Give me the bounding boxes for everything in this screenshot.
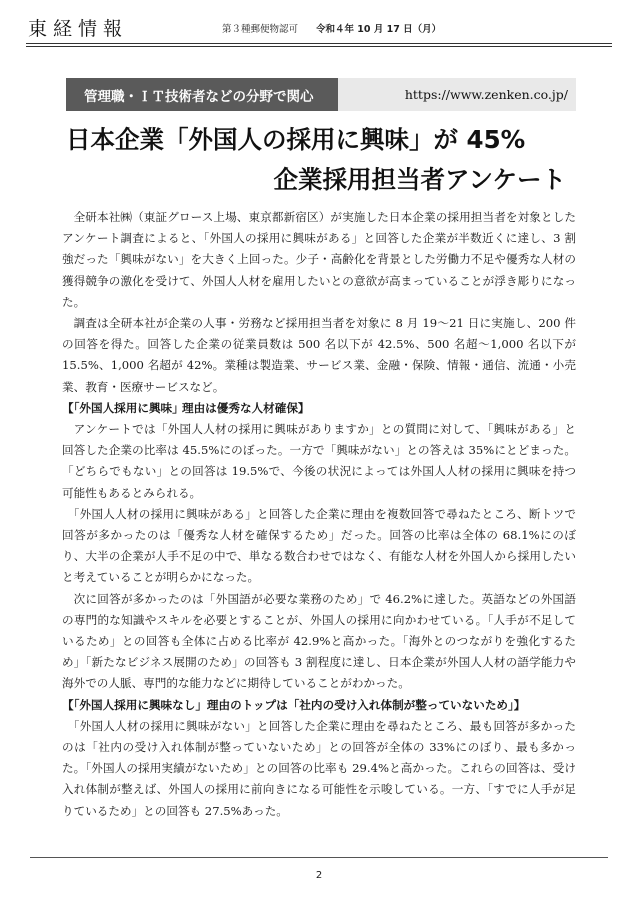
- paragraph-survey-method: 調査は全研本社が企業の人事・労務など採用担当者を対象に 8 月 19～21 日に実施し、200 件の回答を得た。回答した企業の従業員数は 500 名以下が 42.5%、500 名超～1,000 名以下が 15.5%、1,000 名超が 42%。業種は製造業、サービス業、金融・保険、情報・通信、流通・小売業、教育・医療サービスなど。: [62, 316, 576, 394]
- source-url: https://www.zenken.co.jp/: [338, 78, 576, 111]
- postal-permit: 第３種郵便物認可: [222, 24, 299, 35]
- header-rule: [26, 43, 612, 44]
- issue-date: 令和４年 10 月 17 日（月）: [316, 24, 442, 35]
- section-heading-interest: 【｢外国人採用に興味｣ 理由は優秀な人材確保】: [62, 400, 310, 415]
- category-banner: [66, 78, 576, 111]
- category-label: 管理職・ＩＴ技術者などの分野で関心: [66, 78, 338, 111]
- page-header: [0, 0, 638, 44]
- page-number: 2: [315, 870, 323, 881]
- masthead: 東経情報: [28, 18, 129, 40]
- footer-rule: [30, 857, 608, 858]
- paragraph-intro: 全研本社㈱（東証グロース上場、東京都新宿区）が実施した日本企業の採用担当者を対象としたアンケート調査によると、｢外国人の採用に興味がある」と回答した企業が半数近くに達し、3 割強だった「興味がない」を大きく上回った。少子・高齢化を背景とした労働力不足や優秀な人材の獲得競争の激化を受けて、外国人人材を雇用したいとの意欲が高まっていることが浮き彫りになった。: [62, 210, 576, 309]
- headline-sub: 企業採用担当者アンケート: [273, 165, 566, 194]
- header-rule-secondary: [26, 46, 612, 47]
- headline-main: 日本企業「外国人の採用に興味」が 45%: [66, 125, 526, 154]
- article-body: [62, 207, 576, 822]
- section-heading-no-interest: 【｢外国人採用に興味なし」理由のトップは「社内の受け入れ体制が整っていないため」】: [62, 697, 526, 712]
- paragraph-interest-reasons: ｢外国人人材の採用に興味がある」と回答した企業に理由を複数回答で尋ねたところ、断トツで回答が多かったのは「優秀な人材を確保するため」だった。回答の比率は全体の 68.1%にのぼり、大半の企業が人手不足の中で、単なる数合わせではなく、有能な人材を外国人から採用したいと考えていることが明らかになった。: [62, 506, 576, 585]
- paragraph-no-interest-reasons: ｢外国人人材の採用に興味がない」と回答した企業に理由を尋ねたところ、最も回答が多かったのは「社内の受け入れ体制が整っていないため」との回答が全体の 33%にのぼり、最も多かった。「外国人の採用実績がないため」との回答の比率も 29.4%と高かった。これらの回答は、受け入れ体制が整えば、外国人の採用に前向きになる可能性を示唆している。一方、「すでに人手が足りているため」との回答も 27.5%あった。: [62, 718, 576, 818]
- paragraph-interest-results: アンケートでは「外国人人材の採用に興味がありますか」との質問に対して、｢興味がある」と回答した企業の比率は 45.5%にのぼった。一方で「興味がない」との答えは 35%にとどまった。「どちらでもない」との回答は 19.5%で、今後の状況によっては外国人人材の採用に興味を持つ可能性もあるとみられる。: [62, 422, 576, 500]
- paragraph-other-reasons: 次に回答が多かったのは「外国語が必要な業務のため」で 46.2%に達した。英語などの外国語の専門的な知識やスキルを必要とすることが、外国人の採用に向かわせている。｢人手が不足しているため」との回答も全体に占める比率が 42.9%と高かった。「海外とのつながりを強化するため」｢新たなビジネス展開のため」の回答も 3 割程度に達し、日本企業が外国人人材の語学能力や海外での人脈、専門的な能力などに期待していることがわかった。: [62, 591, 576, 691]
